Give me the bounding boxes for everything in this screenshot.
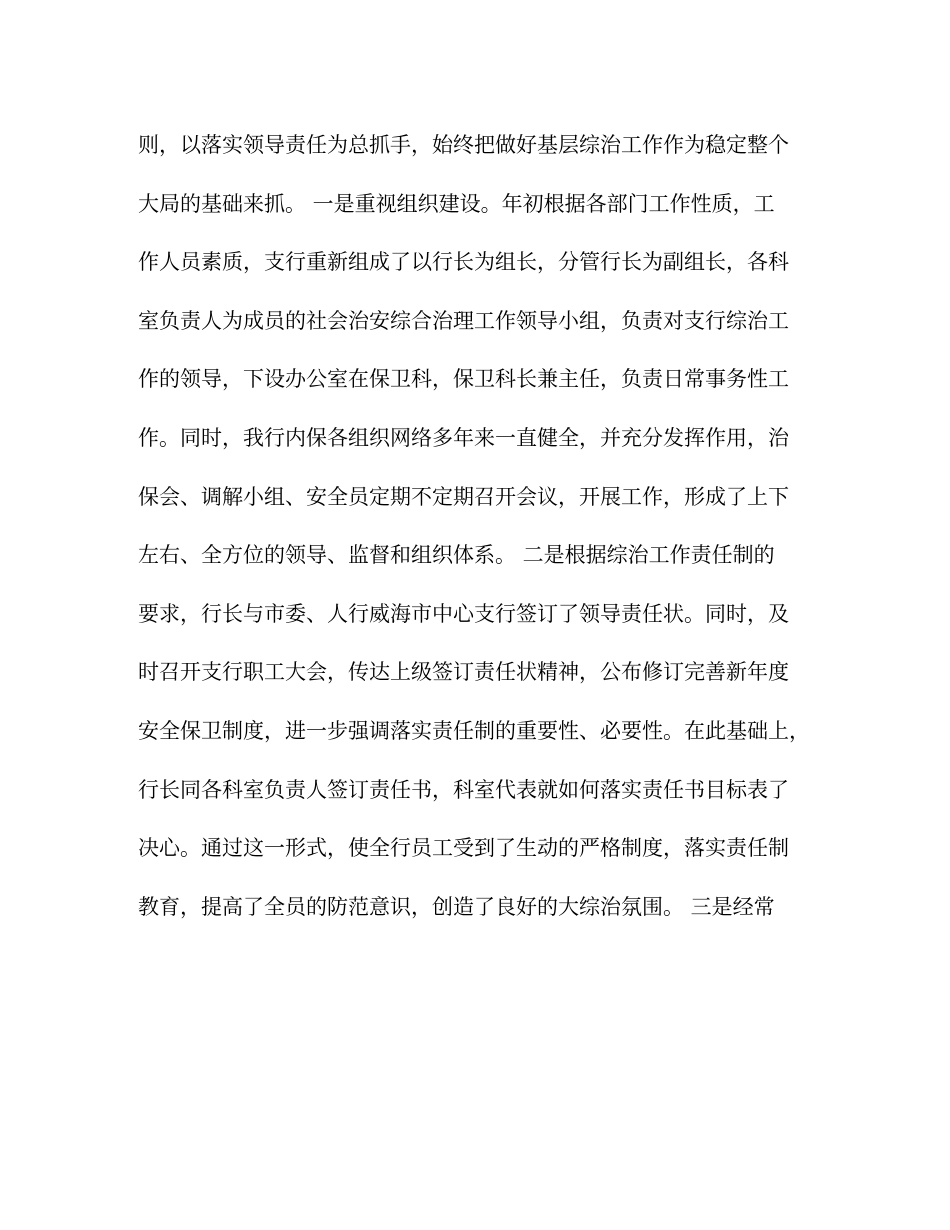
text-line: 要求，行长与市委、人行威海市中心支行签订了领导责任状。同时，及 — [138, 601, 789, 626]
text-line: 行长同各科室负责人签订责任书，科室代表就如何落实责任书目标表了 — [138, 777, 789, 802]
text-line: 决心。通过这一形式，使全行员工受到了生动的严格制度，落实责任制 — [138, 836, 789, 861]
text-line: 教育，提高了全员的防范意识，创造了良好的大综治氛围。 三是经常 — [138, 894, 775, 919]
text-line: 左右、全方位的领导、监督和组织体系。 二是根据综治工作责任制的 — [138, 543, 775, 568]
text-line: 作的领导，下设办公室在保卫科，保卫科长兼主任，负责日常事务性工 — [138, 367, 789, 392]
body-text — [138, 121, 838, 941]
text-line: 室负责人为成员的社会治安综合治理工作领导小组，负责对支行综治工 — [138, 308, 789, 333]
text-line: 作。同时，我行内保各组织网络多年来一直健全，并充分发挥作用，治 — [138, 425, 789, 450]
text-line: 时召开支行职工大会，传达上级签订责任状精神，公布修订完善新年度 — [138, 660, 789, 685]
text-line: 保会、调解小组、安全员定期不定期召开会议，开展工作，形成了上下 — [138, 484, 789, 509]
text-line: 大局的基础来抓。 一是重视组织建设。年初根据各部门工作性质，工 — [138, 191, 775, 216]
text-line: 则，以落实领导责任为总抓手，始终把做好基层综治工作作为稳定整个 — [138, 133, 789, 157]
text-line: 作人员素质，支行重新组成了以行长为组长，分管行长为副组长，各科 — [138, 250, 789, 275]
text-line: 安全保卫制度，进一步强调落实责任制的重要性、必要性。在此基础上， — [138, 718, 810, 743]
